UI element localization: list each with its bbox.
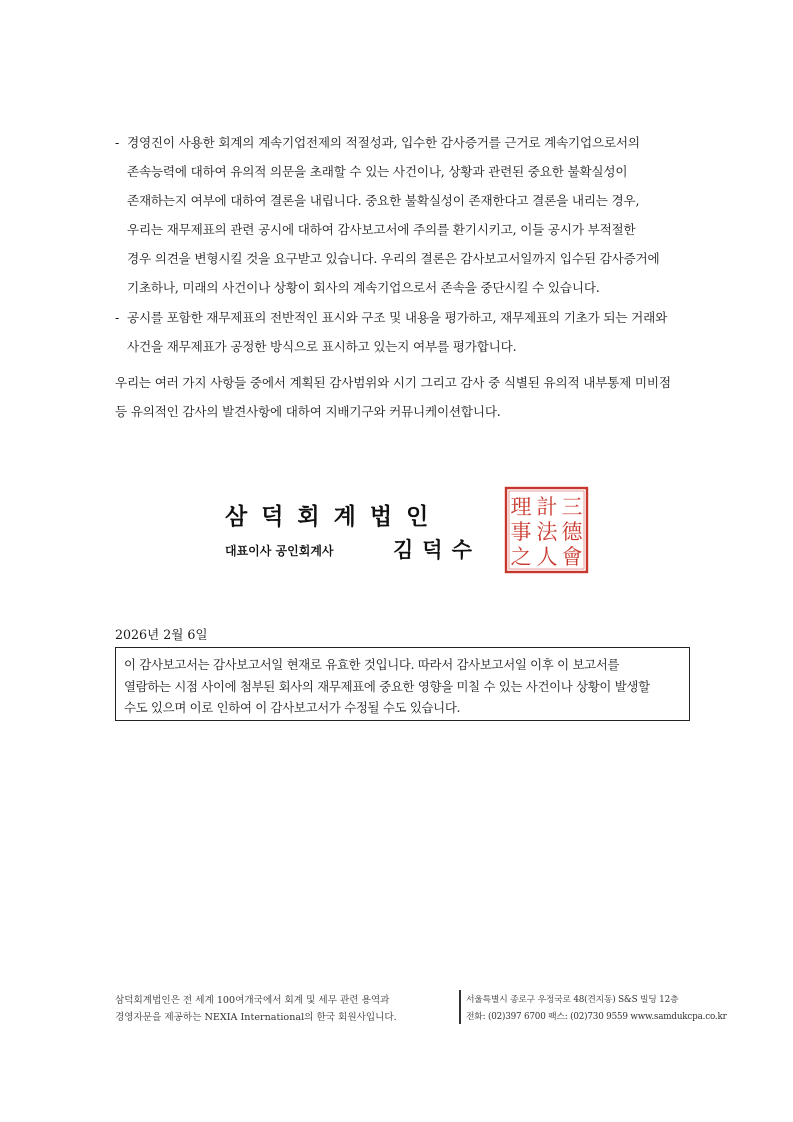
notice-line: 수도 있으며 이로 인하여 이 감사보고서가 수정될 수도 있습니다. — [124, 700, 461, 715]
svg-text:會: 會 — [561, 545, 583, 569]
svg-text:德: 德 — [561, 520, 583, 544]
footer-divider — [459, 990, 461, 1024]
footer-address: 서울특별시 종로구 우정국로 48(견지동) S&S 빌딩 12층 — [466, 995, 679, 1005]
text-line: 사건을 재무제표가 공정한 방식으로 표시하고 있는지 여부를 평가합니다. — [127, 339, 517, 354]
bullet-dash: - — [115, 135, 120, 150]
svg-text:之: 之 — [510, 545, 532, 569]
report-date: 2026년 2월 6일 — [115, 627, 208, 642]
svg-text:人: 人 — [536, 545, 558, 569]
notice-line: 열람하는 시점 사이에 첨부된 회사의 재무제표에 중요한 영향을 미칠 수 있는 사건이나 상황이 발생할 — [124, 678, 650, 694]
footer-line: 삼덕회계법인은 전 세계 100여개국에서 회계 및 세무 관련 용역과 — [115, 995, 390, 1006]
firm-name: 삼덕회계법인 — [225, 504, 443, 530]
footer-line: 경영자문을 제공하는 NEXIA International의 한국 회원사입니다. — [115, 1012, 397, 1023]
svg-text:法: 法 — [536, 520, 558, 544]
communication-paragraph — [115, 368, 695, 426]
representative-name: 김덕수 — [393, 538, 481, 562]
svg-text:事: 事 — [510, 520, 532, 544]
validity-notice-box — [115, 647, 690, 721]
text-line: 공시를 포함한 재무제표의 전반적인 표시와 구조 및 내용을 평가하고, 재무제표의 기초가 되는 거래와 — [127, 310, 668, 325]
bullet-item-going-concern — [115, 128, 695, 302]
svg-text:理: 理 — [510, 495, 532, 519]
text-line: 기초하나, 미래의 사건이나 상황이 회사의 계속기업으로서 존속을 중단시킬 수 있습니다. — [127, 280, 600, 295]
bullet-dash: - — [115, 310, 120, 325]
footer-firm-description — [115, 992, 455, 1026]
text-line: 등 유의적인 감사의 발견사항에 대하여 지배기구와 커뮤니케이션합니다. — [115, 404, 501, 419]
text-line: 경영진이 사용한 회계의 계속기업전제의 적절성과, 입수한 감사증거를 근거로 계속기업으로서의 — [127, 135, 640, 150]
text-line: 경우 의견을 변형시킬 것을 요구받고 있습니다. 우리의 결론은 감사보고서일까지 입수된 감사증거에 — [127, 251, 660, 266]
text-line: 존재하는지 여부에 대하여 결론을 내립니다. 중요한 불확실성이 존재한다고 결론을 내리는 경우, — [127, 193, 640, 208]
footer-phone-web: 전화: (02)397 6700 팩스: (02)730 9559 www.samdukcpa.co.kr — [466, 1012, 727, 1022]
footer-contact-info — [466, 992, 727, 1026]
svg-text:計: 計 — [536, 495, 558, 519]
svg-text:三: 三 — [561, 495, 583, 519]
bullet-item-presentation — [115, 303, 695, 361]
text-line: 존속능력에 대하여 유의적 의문을 초래할 수 있는 사건이나, 상황과 관련된 중요한 불확실성이 — [127, 164, 628, 179]
company-seal-stamp — [504, 486, 589, 574]
text-line: 우리는 여러 가지 사항들 중에서 계획된 감사범위와 시기 그리고 감사 중 식별된 유의적 내부통제 미비점 — [115, 375, 671, 390]
notice-line: 이 감사보고서는 감사보고서일 현재로 유효한 것입니다. 따라서 감사보고서일 이후 이 보고서를 — [124, 657, 620, 672]
representative-title: 대표이사 공인회계사 — [225, 544, 334, 558]
bullet-list — [115, 128, 695, 361]
text-line: 우리는 재무제표의 관련 공시에 대하여 감사보고서에 주의를 환기시키고, 이들 공시가 부적절한 — [127, 222, 636, 237]
